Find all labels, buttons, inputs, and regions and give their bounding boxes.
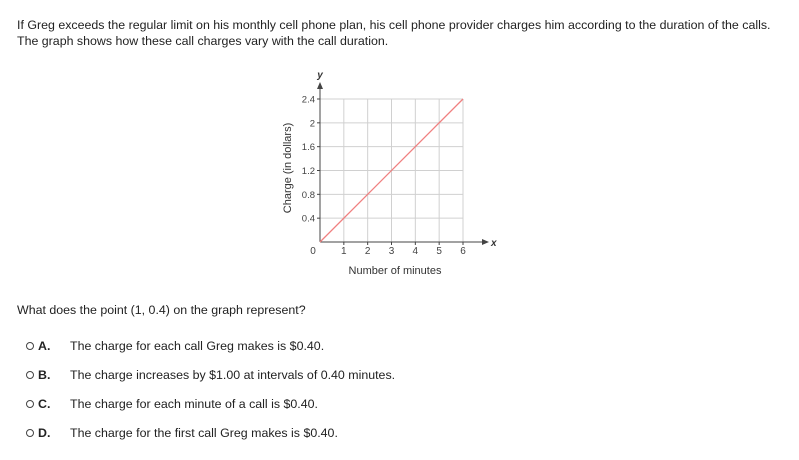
choice-text: The charge increases by $1.00 at intervals of 0.40 minutes. bbox=[70, 367, 396, 382]
y-tick-label: 0.4 bbox=[301, 213, 315, 225]
y-axis-arrow-icon bbox=[317, 82, 323, 89]
x-tick-label: 6 bbox=[460, 246, 466, 257]
radio-button-icon[interactable] bbox=[26, 342, 34, 350]
radio-button-icon[interactable] bbox=[26, 371, 34, 379]
x-tick-label: 1 bbox=[341, 246, 347, 257]
choice-letter: D. bbox=[38, 425, 51, 440]
choice-d[interactable] bbox=[26, 418, 395, 447]
radio-button-icon[interactable] bbox=[26, 429, 34, 437]
choice-c[interactable] bbox=[26, 389, 395, 418]
x-tick-label: 4 bbox=[412, 246, 419, 257]
choice-text: The charge for the first call Greg makes is $0.40. bbox=[70, 425, 338, 440]
x-tick-label: 5 bbox=[436, 246, 442, 257]
choice-letter: C. bbox=[38, 396, 51, 411]
choice-letter: A. bbox=[38, 338, 51, 353]
choice-letter: B. bbox=[38, 367, 51, 382]
y-axis-title: Charge (in dollars) bbox=[282, 122, 294, 214]
y-tick-label: 0.8 bbox=[301, 189, 315, 201]
x-axis-letter: x bbox=[491, 238, 497, 249]
y-tick-label: 1.2 bbox=[301, 166, 315, 177]
choice-b[interactable] bbox=[26, 360, 395, 389]
choice-text: The charge for each minute of a call is $0.40. bbox=[70, 396, 318, 411]
origin-label: 0 bbox=[310, 246, 316, 257]
choice-a[interactable] bbox=[26, 331, 395, 360]
chart-ticks bbox=[302, 95, 466, 258]
y-axis-letter: y bbox=[317, 70, 323, 81]
y-tick-label: 2.4 bbox=[301, 94, 315, 106]
y-tick-label: 1.6 bbox=[301, 142, 315, 154]
x-tick-label: 2 bbox=[364, 246, 371, 257]
question-intro: If Greg exceeds the regular limit on his monthly cell phone plan, his cell phone provider charges him according to the duration of the calls. The graph shows how these call charges vary with the call duration. bbox=[17, 18, 771, 48]
x-axis-arrow-icon bbox=[482, 239, 489, 245]
radio-button-icon[interactable] bbox=[26, 400, 34, 408]
question-prompt: What does the point (1, 0.4) on the graph represent? bbox=[17, 303, 306, 317]
answer-choices bbox=[26, 331, 395, 447]
y-tick-label: 2 bbox=[309, 118, 315, 130]
x-axis-title: Number of minutes bbox=[348, 265, 442, 277]
x-tick-label: 3 bbox=[388, 246, 395, 257]
choice-text: The charge for each call Greg makes is $0.40. bbox=[70, 338, 325, 353]
